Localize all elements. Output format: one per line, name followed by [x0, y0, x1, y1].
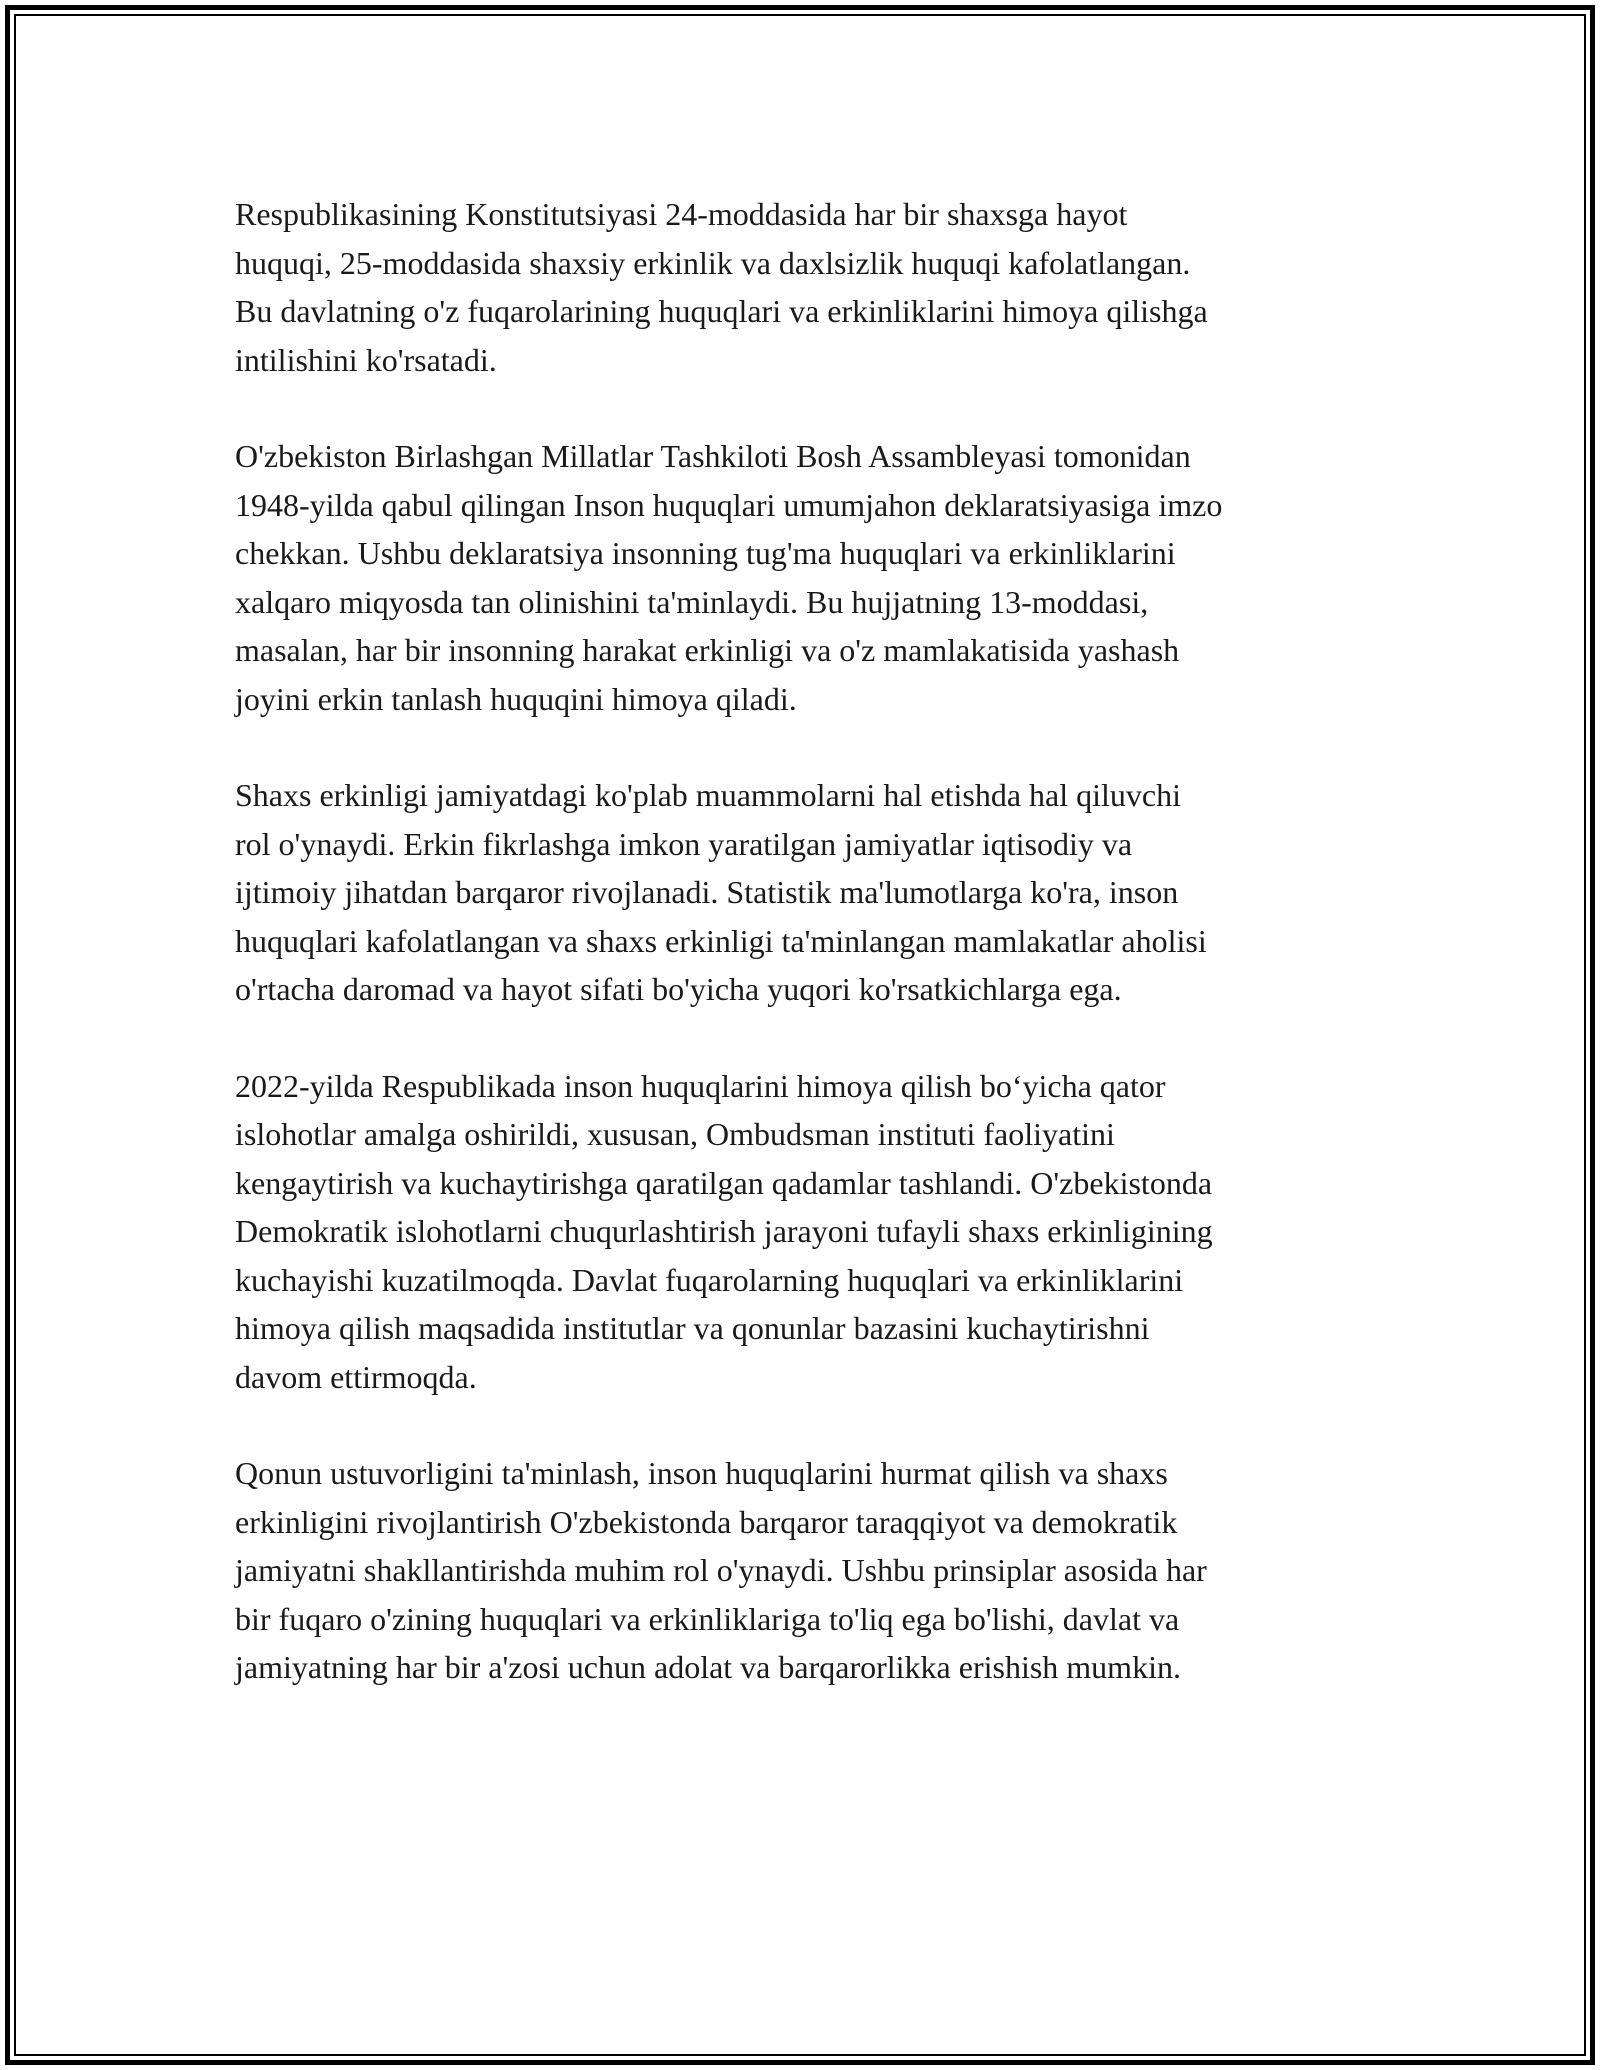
paragraph-1	[235, 190, 1395, 384]
text-line: jamiyatni shakllantirishda muhim rol o'ynaydi. Ushbu prinsiplar asosida har	[235, 1552, 1207, 1588]
text-line: o'rtacha daromad va hayot sifati bo'yicha yuqori ko'rsatkichlarga ega.	[235, 971, 1122, 1007]
paragraph-3	[235, 771, 1395, 1014]
text-line: kuchayishi kuzatilmoqda. Davlat fuqarolarning huquqlari va erkinliklarini	[235, 1261, 1184, 1298]
text-line: chekkan. Ushbu deklaratsiya insonning tug'ma huquqlari va erkinliklarini	[235, 535, 1176, 571]
text-line: Bu davlatning o'z fuqarolarining huquqlari va erkinliklarini himoya qilishga	[235, 293, 1208, 329]
text-line: O'zbekiston Birlashgan Millatlar Tashkiloti Bosh Assambleyasi tomonidan	[235, 438, 1191, 474]
text-line: intilishini ko'rsatadi.	[235, 341, 497, 378]
text-line: xalqaro miqyosda tan olinishini ta'minlaydi. Bu hujjatning 13-moddasi,	[235, 583, 1149, 620]
text-line: huquqlari kafolatlangan va shaxs erkinligi ta'minlangan mamlakatlar aholisi	[235, 922, 1207, 959]
text-line: 1948-yilda qabul qilingan Inson huquqlari umumjahon deklaratsiyasiga imzo	[235, 486, 1223, 523]
text-line: bir fuqaro o'zining huquqlari va erkinliklariga to'liq ega bo'lishi, davlat va	[235, 1600, 1180, 1637]
text-line: huquqi, 25-moddasida shaxsiy erkinlik va daxlsizlik huquqi kafolatlangan.	[235, 244, 1191, 281]
text-line: joyini erkin tanlash huquqini himoya qiladi.	[235, 680, 797, 717]
text-line: rol o'ynaydi. Erkin fikrlashga imkon yaratilgan jamiyatlar iqtisodiy va	[235, 825, 1133, 862]
document-body	[235, 190, 1395, 1740]
text-line: 2022-yilda Respublikada inson huquqlarini himoya qilish bo‘yicha qator	[235, 1067, 1166, 1104]
text-line: Qonun ustuvorligini ta'minlash, inson huquqlarini hurmat qilish va shaxs	[235, 1455, 1168, 1491]
text-line: islohotlar amalga oshirildi, xususan, Ombudsman instituti faoliyatini	[235, 1116, 1115, 1152]
text-line: jamiyatning har bir a'zosi uchun adolat va barqarorlikka erishish mumkin.	[235, 1649, 1181, 1685]
text-line: erkinligini rivojlantirish O'zbekistonda barqaror taraqqiyot va demokratik	[235, 1503, 1178, 1540]
text-line: Respublikasining Konstitutsiyasi 24-moddasida har bir shaxsga hayot	[235, 196, 1128, 232]
paragraph-4	[235, 1062, 1395, 1402]
text-line: kengaytirish va kuchaytirishga qaratilgan qadamlar tashlandi. O'zbekistonda	[235, 1164, 1213, 1201]
paragraph-2	[235, 432, 1395, 723]
text-line: davom ettirmoqda.	[235, 1358, 477, 1395]
paragraph-5	[235, 1449, 1395, 1692]
text-line: Demokratik islohotlarni chuqurlashtirish jarayoni tufayli shaxs erkinligining	[235, 1213, 1213, 1249]
text-line: himoya qilish maqsadida institutlar va qonunlar bazasini kuchaytirishni	[235, 1310, 1150, 1346]
document-page	[5, 5, 1595, 2065]
text-line: Shaxs erkinligi jamiyatdagi ko'plab muammolarni hal etishda hal qiluvchi	[235, 777, 1182, 813]
text-line: masalan, har bir insonning harakat erkinligi va o'z mamlakatisida yashash	[235, 632, 1180, 668]
text-line: ijtimoiy jihatdan barqaror rivojlanadi. Statistik ma'lumotlarga ko'ra, inson	[235, 874, 1179, 910]
